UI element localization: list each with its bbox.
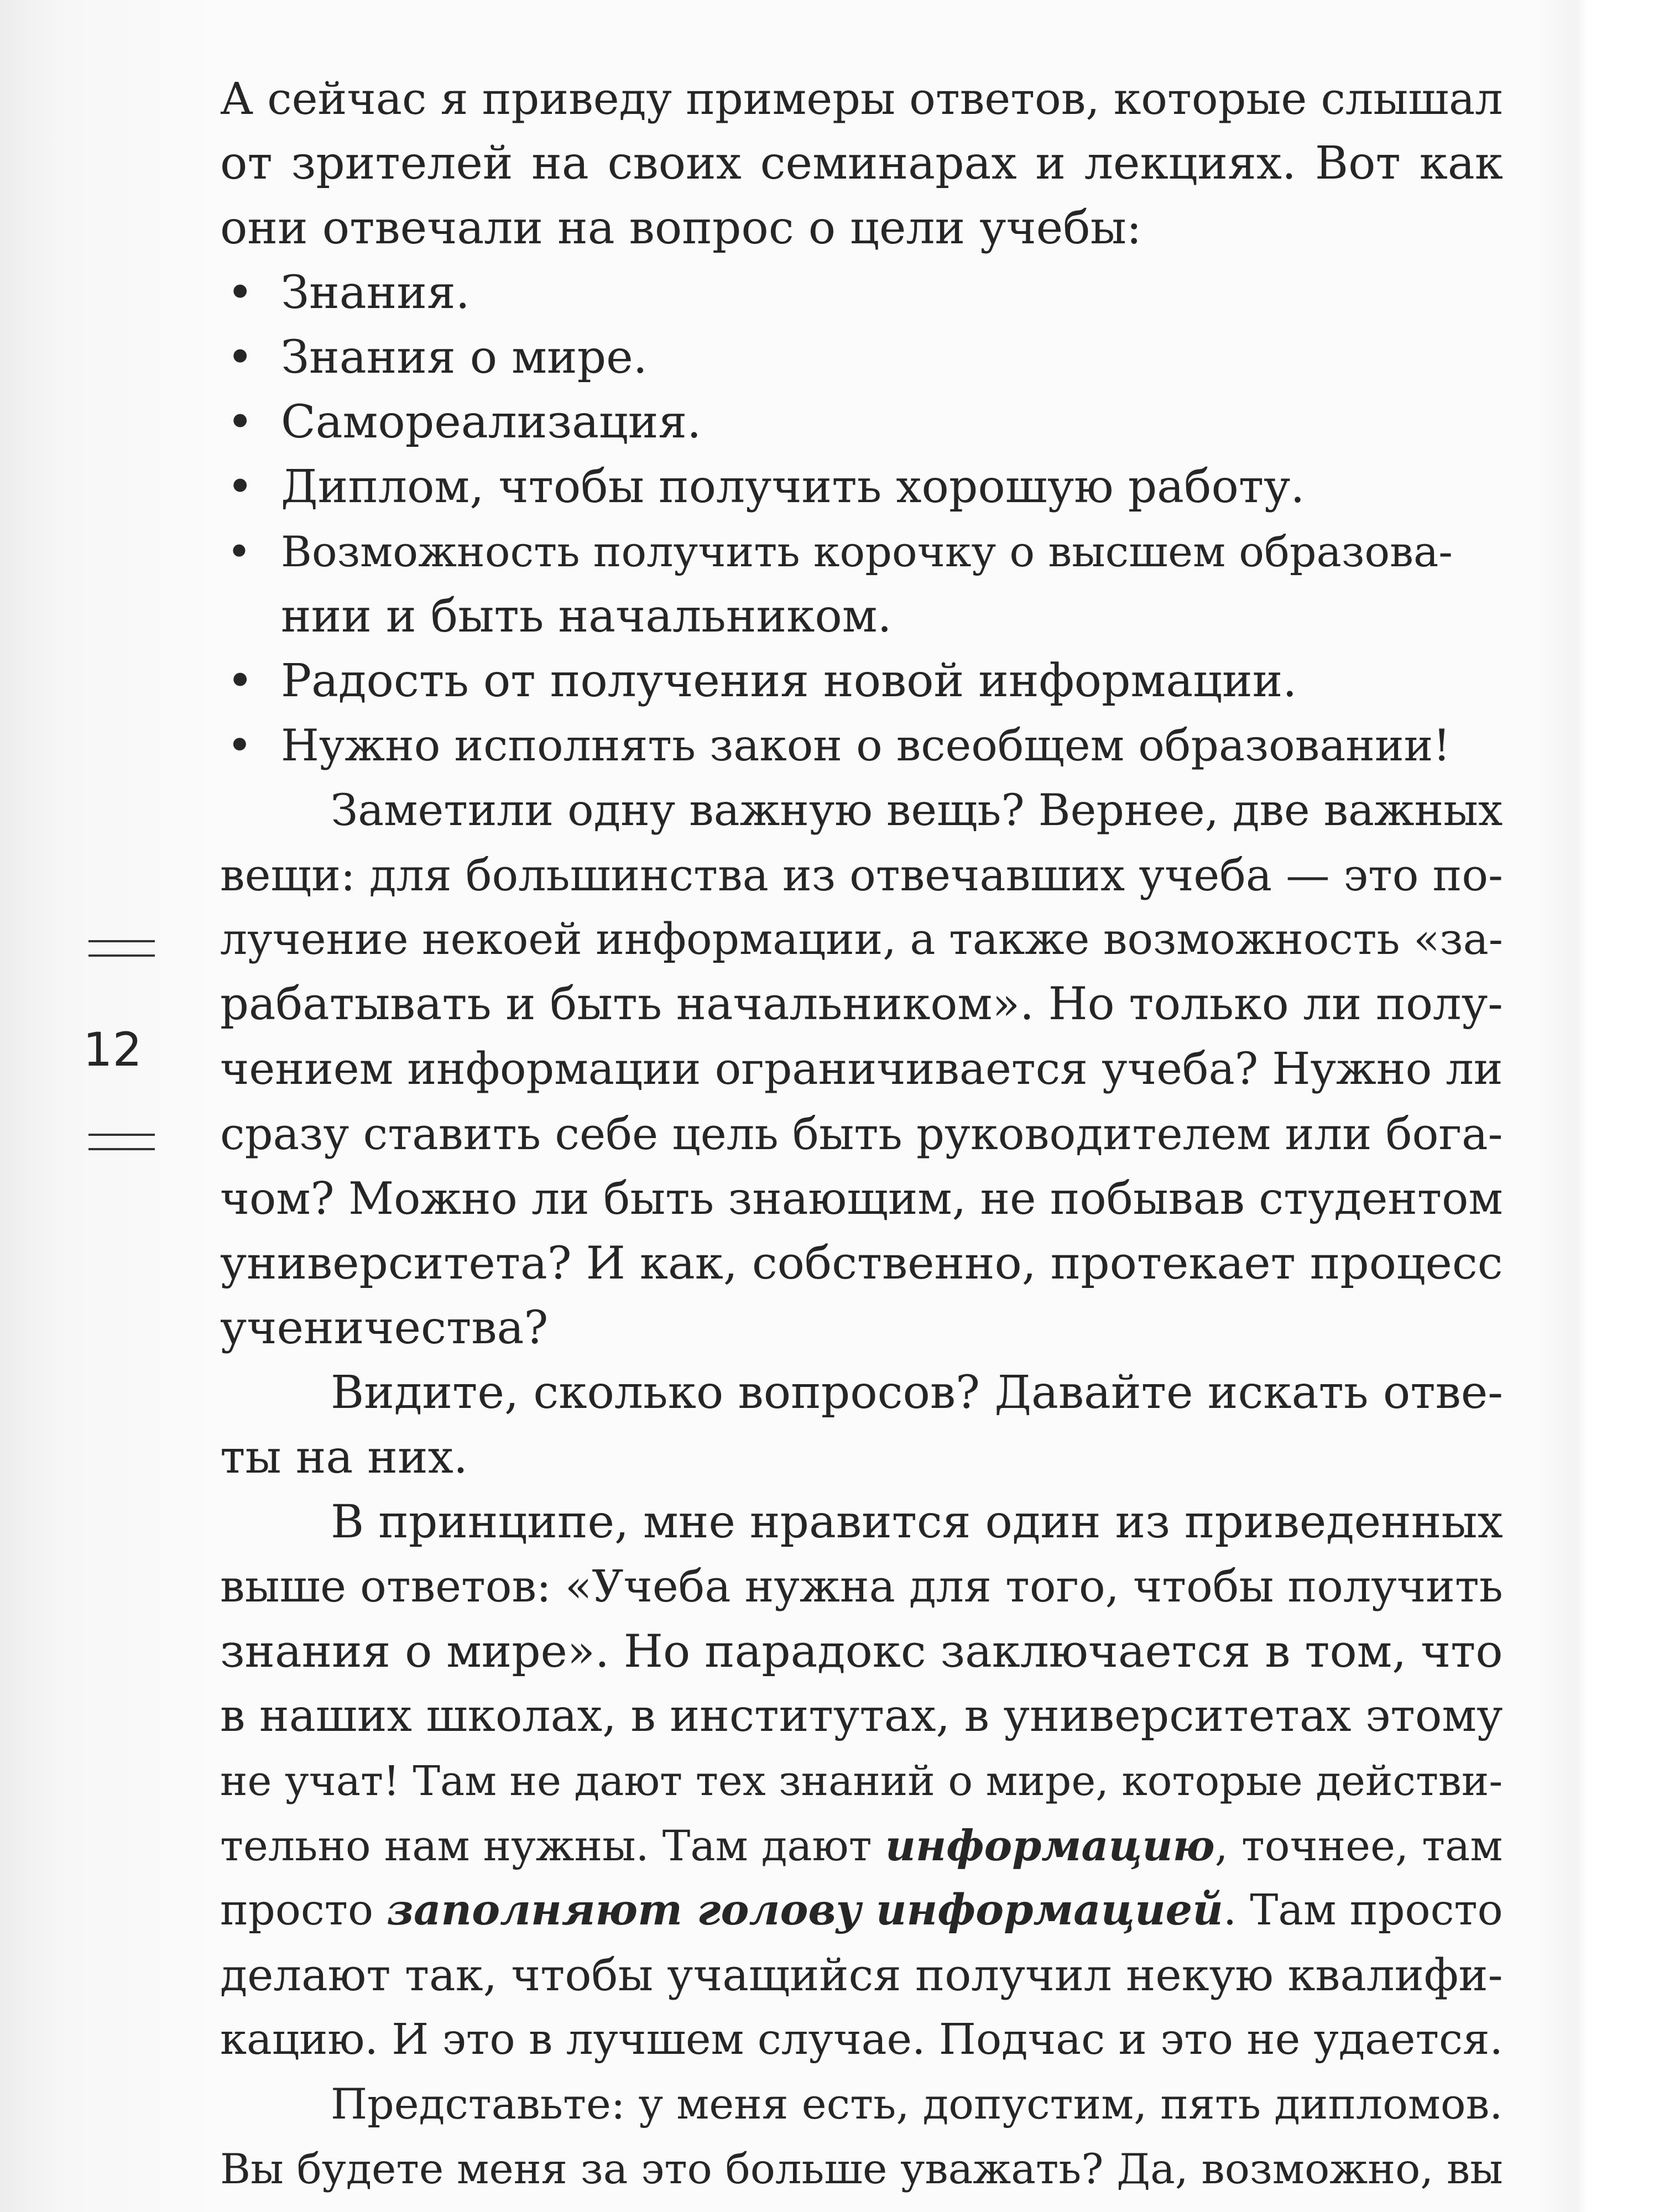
text-line: Представьте: у меня есть, допустим, пять дипломов. xyxy=(331,2080,1503,2128)
bullet-item xyxy=(220,519,1503,584)
text-segment: просто xyxy=(220,1886,387,1935)
text-line: чом? Можно ли быть знающим, не побывав студентом xyxy=(220,1173,1503,1224)
bullet-item xyxy=(220,325,1503,390)
text-line: ученичества? xyxy=(220,1302,549,1354)
text-line: лучение некоей информации, а также возможность «за- xyxy=(220,915,1503,964)
text-line: кацию. И это в лучшем случае. Подчас и это не удается. xyxy=(220,2015,1503,2064)
page-number-rule-top-2 xyxy=(88,954,155,957)
text-line: Вы будете меня за это больше уважать? Да, возможно, вы xyxy=(220,2145,1503,2193)
bullet-symbol: • xyxy=(227,655,254,707)
text-line: А сейчас я приведу примеры ответов, которые слышал xyxy=(220,73,1503,124)
bullet-item xyxy=(220,260,1503,325)
bullet-symbol: • xyxy=(227,396,254,448)
text-line: чением информации ограничивается учеба? Нужно ли xyxy=(220,1044,1503,1094)
bullet-symbol: • xyxy=(227,461,254,513)
text-line xyxy=(220,1878,1503,1943)
page-number: 12 xyxy=(83,1022,142,1077)
bullet-symbol: • xyxy=(227,720,253,771)
text-line: Видите, сколько вопросов? Давайте искать отве- xyxy=(331,1366,1503,1419)
bullet-item xyxy=(220,713,1503,778)
text-segment: . Там просто xyxy=(1223,1886,1503,1935)
text-line: они отвечали на вопрос о цели учебы: xyxy=(220,202,1142,254)
bullet-text: Знания. xyxy=(281,267,470,319)
bullet-text: Диплом, чтобы получить хорошую работу. xyxy=(281,461,1305,513)
bullet-item xyxy=(220,455,1503,519)
bullet-symbol: • xyxy=(227,331,254,384)
bullet-text: Самореализация. xyxy=(281,396,702,448)
bullet-symbol: • xyxy=(227,267,254,319)
text-line: сразу ставить себе цель быть руководителем или бога- xyxy=(220,1108,1503,1160)
text-line: делают так, чтобы учащийся получил некую квалифи- xyxy=(220,1949,1503,2001)
text-line: университета? И как, собственно, протекает процесс xyxy=(220,1237,1503,1290)
bullet-text: Знания о мире. xyxy=(281,331,648,384)
bullet-item-continuation: нии и быть начальником. xyxy=(281,590,892,643)
text-line: Заметили одну важную вещь? Вернее, две важных xyxy=(331,785,1503,836)
bullet-symbol: • xyxy=(227,527,252,576)
text-line: от зрителей на своих семинарах и лекциях. Вот как xyxy=(220,137,1503,190)
bullet-text: Радость от получения новой информации. xyxy=(281,655,1297,707)
text-segment: тельно нам нужны. Там дают xyxy=(220,1822,885,1870)
text-line: ты на них. xyxy=(220,1431,468,1484)
bullet-text: Возможность получить корочку о высшем образова- xyxy=(281,527,1453,576)
text-line: знания о мире». Но парадокс заключается в том, что xyxy=(220,1625,1503,1678)
page-number-rule-bottom-1 xyxy=(88,1134,155,1136)
page-number-rule-bottom-2 xyxy=(88,1148,155,1150)
text-line: в наших школах, в институтах, в университетах этому xyxy=(220,1690,1503,1742)
text-line: рабатывать и быть начальником». Но только ли полу- xyxy=(220,978,1503,1030)
text-line: выше ответов: «Учеба нужна для того, чтобы получить xyxy=(220,1561,1503,1612)
bullet-text: Нужно исполнять закон о всеобщем образовании! xyxy=(281,720,1451,771)
text-line: В принципе, мне нравится один из приведенных xyxy=(331,1496,1503,1548)
text-line: вещи: для большинства из отвечавших учеба — это по- xyxy=(220,849,1503,901)
bullet-item xyxy=(220,390,1503,455)
body-text xyxy=(220,66,1503,2201)
emphasis-information: информацию xyxy=(885,1821,1215,1870)
text-line xyxy=(220,1813,1503,1878)
emphasis-fill-head: заполняют голову информацией xyxy=(387,1885,1223,1935)
page-number-rule-top-1 xyxy=(88,940,155,942)
text-segment: , точнее, там xyxy=(1214,1822,1503,1870)
bullet-item xyxy=(220,649,1503,713)
text-line: не учат! Там не дают тех знаний о мире, которые действи- xyxy=(220,1757,1503,1805)
